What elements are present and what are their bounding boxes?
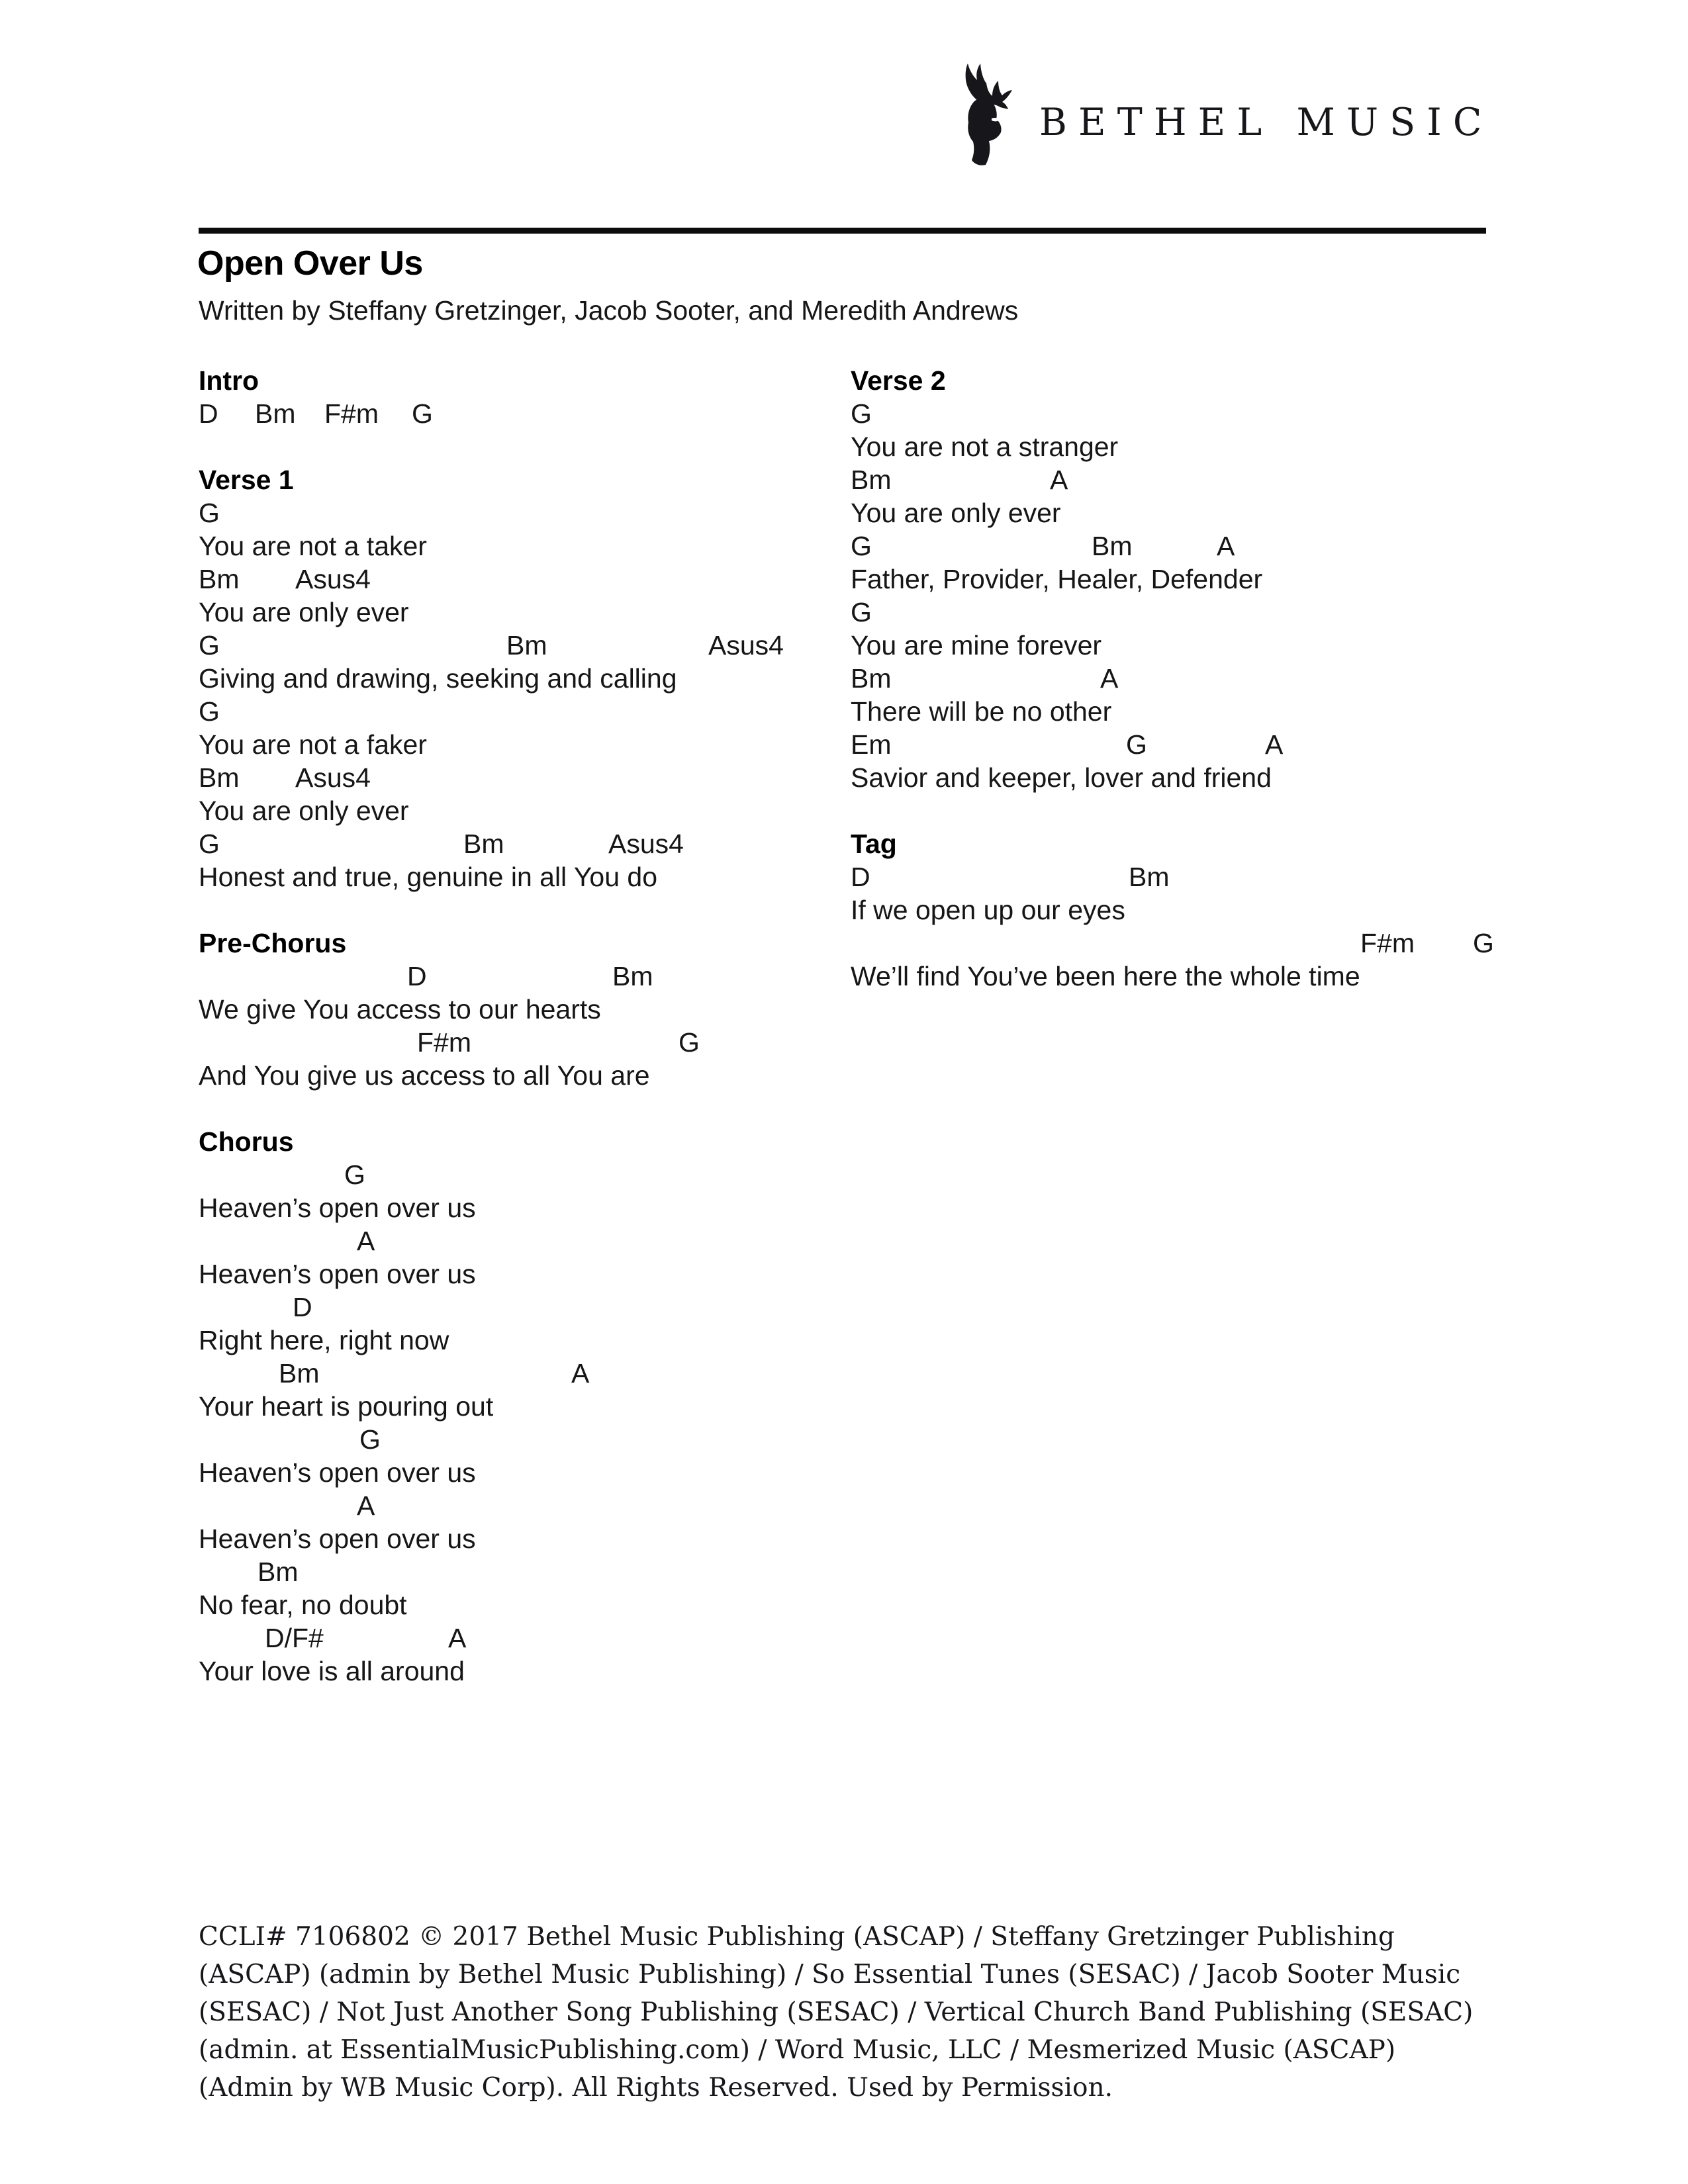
chord-line [851, 397, 1519, 430]
chord: Bm [851, 465, 892, 495]
chord-line [851, 596, 1519, 629]
lyric-line: Heaven’s open over us [199, 1457, 476, 1488]
chord-line [199, 695, 837, 728]
chord-line [199, 827, 837, 860]
chord: G [412, 398, 433, 429]
chord: F#m [1360, 928, 1415, 958]
chord: A [571, 1358, 590, 1388]
chord-line [199, 397, 837, 430]
chord: Bm [506, 630, 547, 660]
lyric-line: You are not a faker [199, 729, 427, 760]
right-column [851, 364, 1519, 1026]
chord: D [407, 961, 427, 991]
chord: G [679, 1027, 700, 1058]
lyric-line: We give You access to our hearts [199, 994, 601, 1024]
song-section-chorus [199, 1125, 837, 1688]
song-section-tag [851, 827, 1519, 993]
section-heading: Chorus [199, 1126, 294, 1157]
chord: G [199, 829, 220, 859]
chord: Bm [851, 663, 892, 694]
chord-line [851, 860, 1519, 893]
chord: G [199, 498, 220, 528]
chord: A [1265, 729, 1284, 760]
lyric-line: And You give us access to all You are [199, 1060, 650, 1091]
chord-line [199, 1555, 837, 1588]
lyric-line: Heaven’s open over us [199, 1259, 476, 1289]
chord-line [199, 1026, 837, 1059]
lyric-line: Right here, right now [199, 1325, 449, 1355]
chord: A [448, 1623, 467, 1653]
chord: Asus4 [295, 762, 371, 793]
chord: D [199, 398, 218, 429]
section-heading: Verse 2 [851, 365, 946, 396]
chord: Bm [1129, 862, 1170, 892]
chord-line [199, 629, 837, 662]
chord-line [851, 728, 1519, 761]
chord-line [199, 1158, 837, 1191]
chord-line [199, 496, 837, 529]
chord-line [851, 463, 1519, 496]
deer-logo-icon [948, 44, 1014, 182]
lyric-line: Your heart is pouring out [199, 1391, 494, 1422]
chord: G [1473, 928, 1494, 958]
section-heading: Pre-Chorus [199, 928, 347, 958]
logo-wordmark: BETHEL MUSIC [1039, 101, 1493, 144]
lyric-line: Father, Provider, Healer, Defender [851, 564, 1263, 594]
chord: F#m [324, 398, 379, 429]
chord-line [199, 1621, 837, 1655]
chord: Asus4 [708, 630, 784, 660]
lyric-line: You are only ever [199, 597, 409, 627]
song-section-verse-2 [851, 364, 1519, 794]
chord: Bm [199, 564, 240, 594]
chord-line [199, 1224, 837, 1257]
song-title: Open Over Us [197, 244, 423, 283]
lyric-line: Heaven’s open over us [199, 1524, 476, 1554]
lyric-line: You are not a taker [199, 531, 427, 561]
chord: G [199, 630, 220, 660]
chord: Asus4 [608, 829, 684, 859]
left-column [199, 364, 837, 1721]
chord: G [1126, 729, 1147, 760]
chord-line [199, 1423, 837, 1456]
bethel-music-logo [948, 44, 1493, 183]
section-heading: Verse 1 [199, 465, 294, 495]
chord: A [357, 1226, 375, 1256]
chord: Bm [1092, 531, 1133, 561]
lyric-line: There will be no other [851, 696, 1112, 727]
lyric-line: You are mine forever [851, 630, 1102, 660]
lyric-line: If we open up our eyes [851, 895, 1125, 925]
chord: Bm [612, 961, 653, 991]
chord: Bm [463, 829, 504, 859]
lyric-line: You are not a stranger [851, 432, 1119, 462]
chord: Bm [255, 398, 296, 429]
lyric-line: Heaven’s open over us [199, 1193, 476, 1223]
chord: A [1217, 531, 1235, 561]
lyric-line: You are only ever [199, 796, 409, 826]
chord: F#m [417, 1027, 471, 1058]
section-heading: Tag [851, 829, 897, 859]
chord: G [344, 1160, 365, 1190]
lyric-line: Savior and keeper, lover and friend [851, 762, 1272, 793]
chord: D [851, 862, 870, 892]
lyric-line: Honest and true, genuine in all You do [199, 862, 657, 892]
chord: D [293, 1292, 312, 1322]
chord: Bm [279, 1358, 320, 1388]
chord: A [357, 1490, 375, 1521]
chord: D/F# [265, 1623, 324, 1653]
chord: Asus4 [295, 564, 371, 594]
chord-line [851, 662, 1519, 695]
section-heading: Intro [199, 365, 259, 396]
chord-line [199, 1489, 837, 1522]
song-section-intro [199, 364, 837, 430]
copyright-text: CCLI# 7106802 © 2017 Bethel Music Publishing (ASCAP) / Steffany Gretzinger Publishing (ASCAP) (admin by Bethel Music Publishing) / So Essential Tunes (SESAC) / Jacob Sooter Music (SESAC) / Not Just Another Song Publishing (SESAC) / Vertical Church Band Publishing (SESAC) (admin. at EssentialMusicPublishing.com) / Word Music, LLC / Mesmerized Music (ASCAP) (Admin by WB Music Corp). All Rights Reserved. Used by Permission. [199, 1922, 1474, 2103]
lyric-line: Giving and drawing, seeking and calling [199, 663, 677, 694]
chord-line [199, 960, 837, 993]
song-section-verse-1 [199, 463, 837, 893]
header-divider [199, 228, 1486, 234]
chord: Bm [258, 1557, 299, 1587]
chord: G [851, 531, 872, 561]
chord: G [851, 398, 872, 429]
chord-line [851, 927, 1519, 960]
lyric-line: Your love is all around [199, 1656, 465, 1686]
lyric-line: No fear, no doubt [199, 1590, 407, 1620]
chord-line [199, 761, 837, 794]
chord: G [851, 597, 872, 627]
chord: A [1050, 465, 1068, 495]
chord: G [359, 1424, 381, 1455]
song-byline: Written by Steffany Gretzinger, Jacob Sooter, and Meredith Andrews [199, 295, 1019, 326]
chord-line [199, 1357, 837, 1390]
chord-line [199, 563, 837, 596]
chord-line [199, 1291, 837, 1324]
lyric-line: You are only ever [851, 498, 1061, 528]
song-section-pre-chorus [199, 927, 837, 1092]
chord: Em [851, 729, 892, 760]
chord-line [851, 529, 1519, 563]
chord: G [199, 696, 220, 727]
chord: Bm [199, 762, 240, 793]
lyric-line: We’ll find You’ve been here the whole time [851, 961, 1360, 991]
chord: A [1100, 663, 1119, 694]
